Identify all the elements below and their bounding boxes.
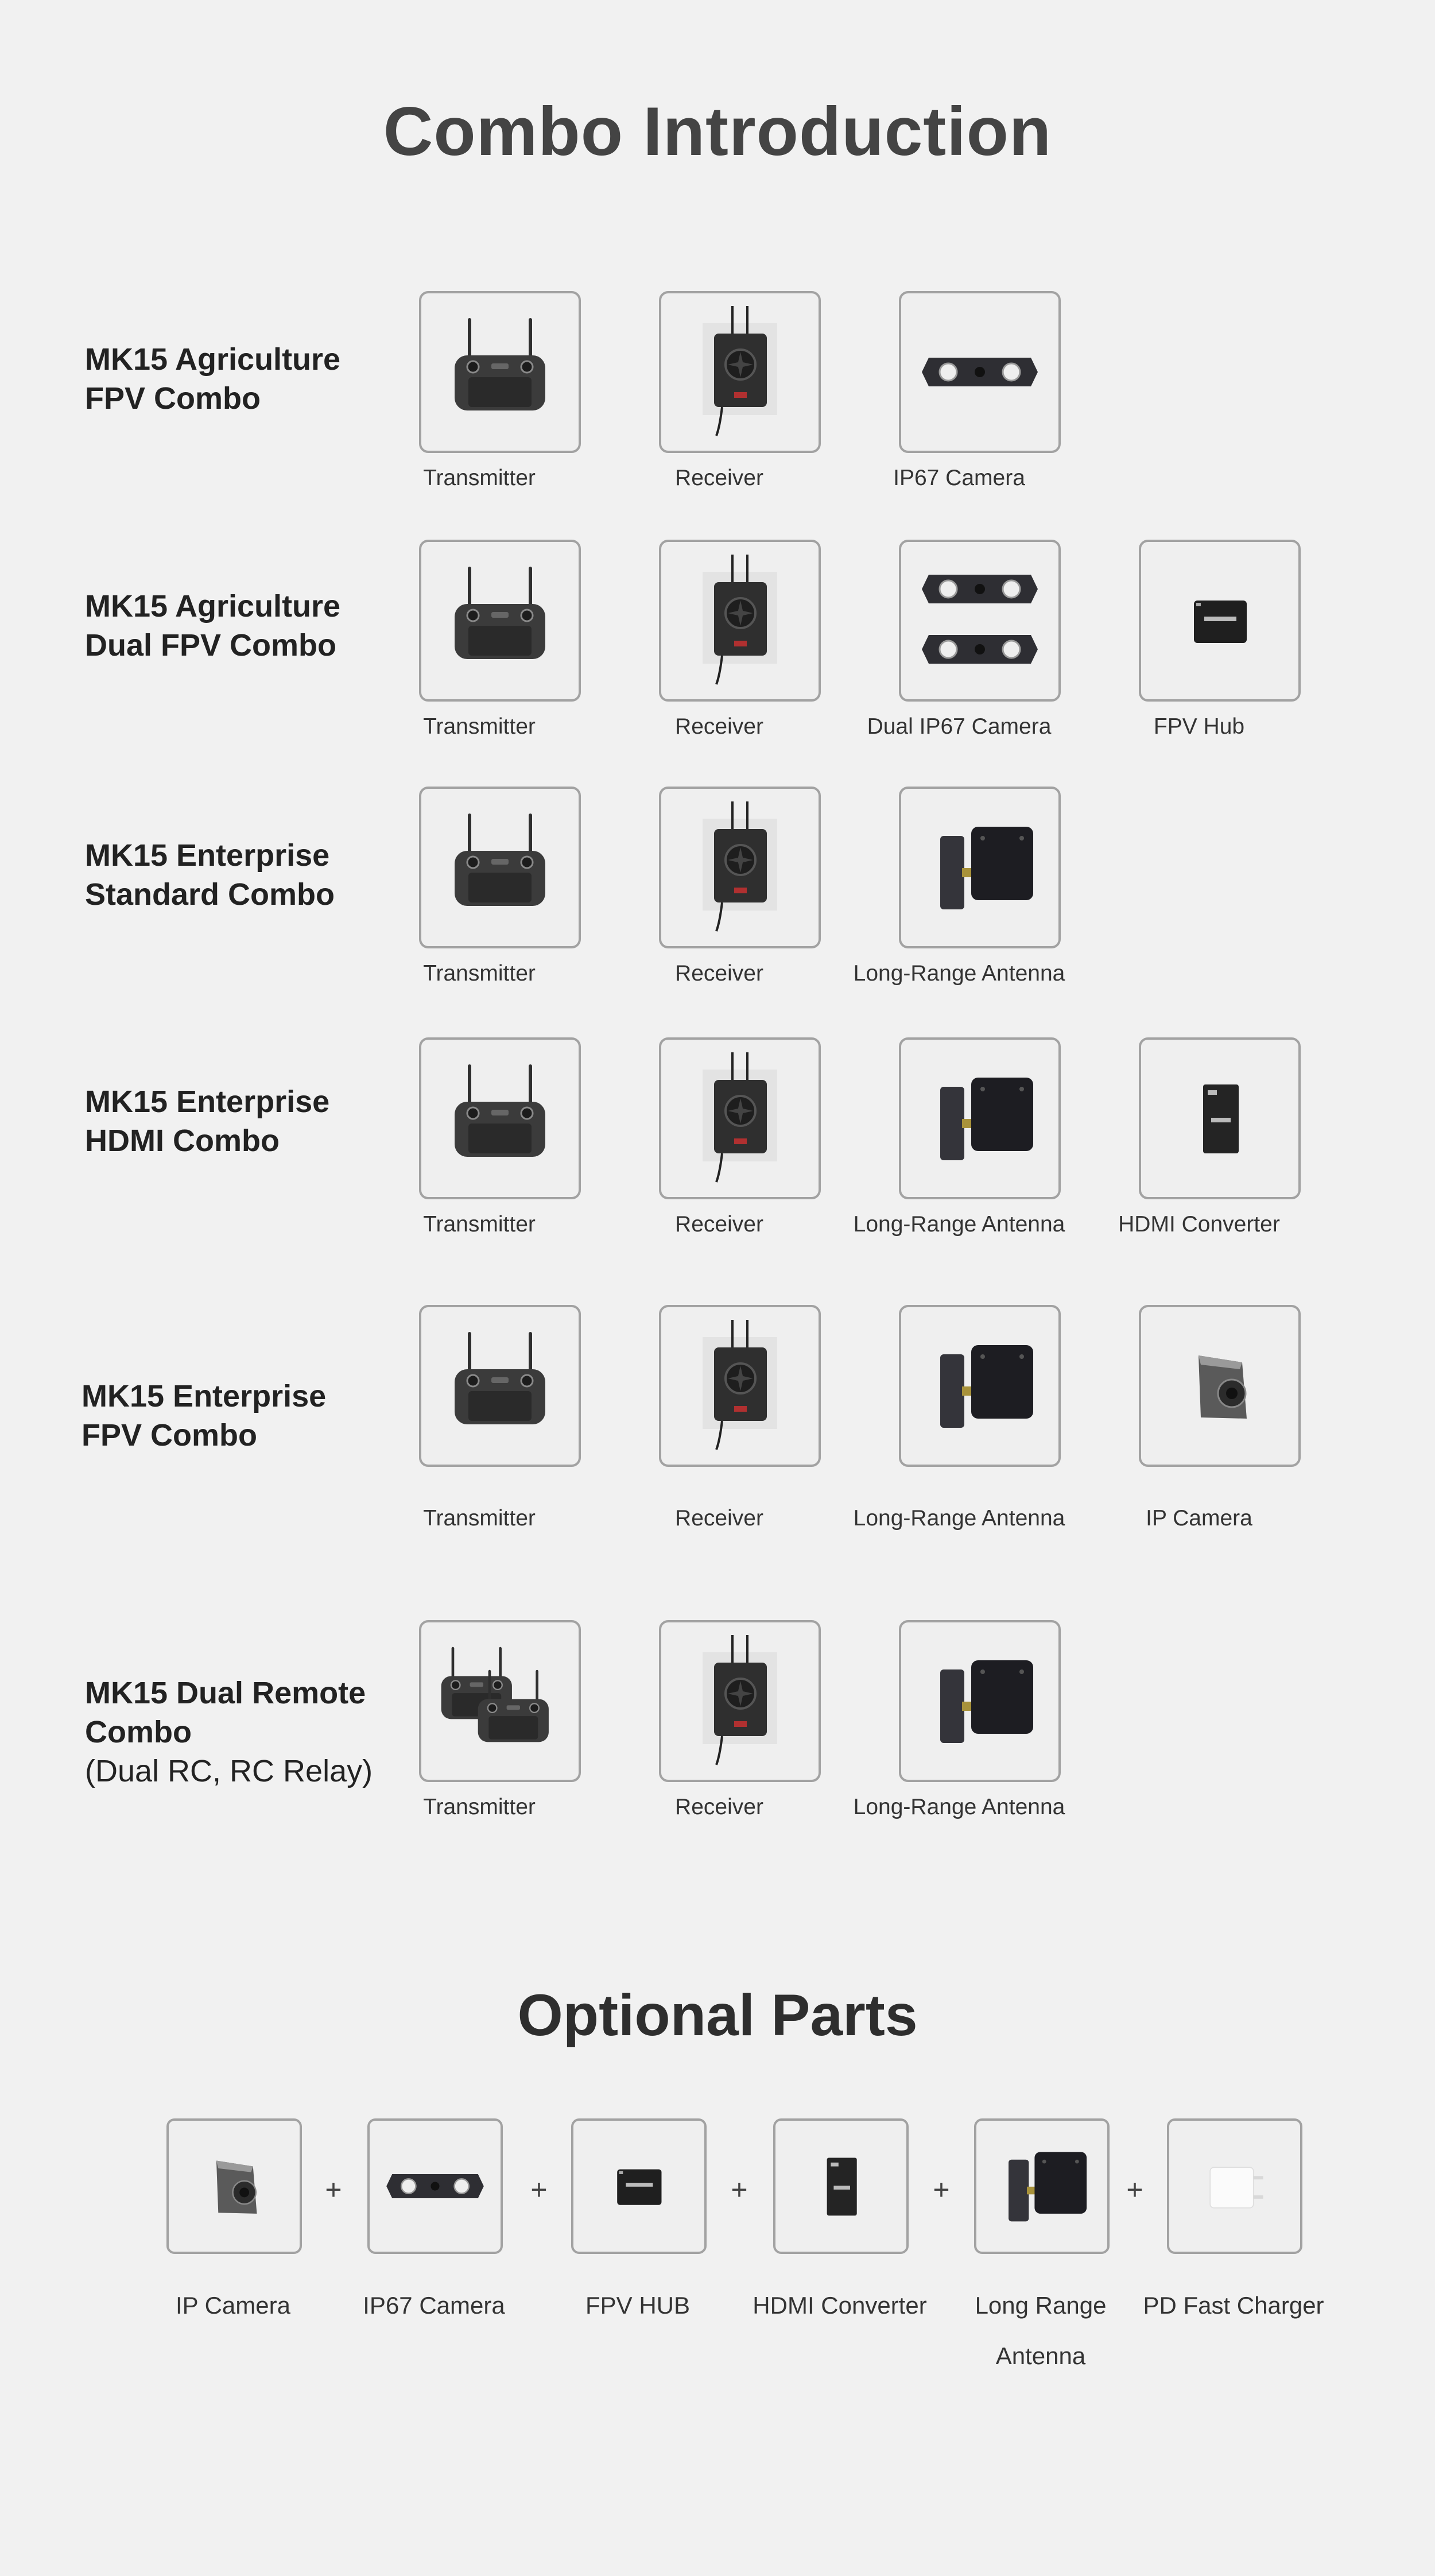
combo-item-label: HDMI Converter xyxy=(1118,1212,1280,1237)
combo-item-label: Long-Range Antenna xyxy=(853,1795,1065,1819)
combo-subtitle: (Dual RC, RC Relay) xyxy=(85,1754,373,1788)
long-range-antenna-icon xyxy=(899,787,1061,948)
combo-name-line: MK15 Agriculture xyxy=(85,589,341,623)
combo-item-label: FPV Hub xyxy=(1153,714,1245,739)
combo-item-label: Long-Range Antenna xyxy=(853,961,1065,986)
combo-item-label: Receiver xyxy=(675,466,763,490)
optional-parts-title: Optional Parts xyxy=(517,1982,918,2048)
optional-part-label: FPV HUB xyxy=(585,2292,691,2319)
combo-name xyxy=(85,587,340,665)
optional-part-label: IP67 Camera xyxy=(363,2292,505,2319)
ip67-camera-icon xyxy=(367,2118,503,2254)
optional-part-label: PD Fast Charger xyxy=(1143,2292,1324,2319)
combo-name-line: Standard Combo xyxy=(85,877,335,912)
combo-item-label: Receiver xyxy=(675,961,763,986)
plus-sign: + xyxy=(731,2174,748,2206)
ip67-camera-icon xyxy=(899,291,1061,453)
combo-name-line: HDMI Combo xyxy=(85,1124,280,1158)
page-title: Combo Introduction xyxy=(383,93,1052,170)
fpv-hub-icon xyxy=(571,2118,707,2254)
combo-name xyxy=(85,836,335,914)
long-range-antenna-icon xyxy=(899,1620,1061,1782)
plus-sign: + xyxy=(933,2174,950,2206)
plus-sign: + xyxy=(325,2174,342,2206)
receiver-icon xyxy=(659,787,821,948)
optional-part-label: HDMI Converter xyxy=(753,2292,927,2319)
optional-part-label: IP Camera xyxy=(176,2292,290,2319)
hdmi-converter-icon xyxy=(1139,1037,1301,1199)
ip-camera-icon xyxy=(1139,1305,1301,1467)
combo-item-label: Receiver xyxy=(675,1506,763,1531)
combo-name-line: MK15 Agriculture xyxy=(85,342,341,377)
combo-name xyxy=(85,340,340,418)
long-range-antenna-icon xyxy=(899,1037,1061,1199)
receiver-icon xyxy=(659,540,821,702)
ip-camera-icon xyxy=(166,2118,302,2254)
plus-sign: + xyxy=(1126,2174,1143,2206)
transmitter-icon xyxy=(419,291,581,453)
combo-item-label: Dual IP67 Camera xyxy=(867,714,1052,739)
combo-name-line: Dual FPV Combo xyxy=(85,628,337,663)
long-range-antenna-icon xyxy=(974,2118,1110,2254)
combo-item-label: Transmitter xyxy=(423,1795,536,1819)
dual-transmitter-icon xyxy=(419,1620,581,1782)
combo-name-line: MK15 Enterprise xyxy=(85,1084,330,1119)
hdmi-converter-icon xyxy=(773,2118,909,2254)
combo-name-line: MK15 Enterprise xyxy=(85,838,330,873)
combo-item-label: Receiver xyxy=(675,1795,763,1819)
receiver-icon xyxy=(659,1620,821,1782)
combo-item-label: Receiver xyxy=(675,1212,763,1237)
combo-item-label: Transmitter xyxy=(423,466,536,490)
combo-item-label: Transmitter xyxy=(423,961,536,986)
combo-item-label: IP Camera xyxy=(1146,1506,1252,1531)
charger-icon xyxy=(1167,2118,1302,2254)
dual-ip67-camera-icon xyxy=(899,540,1061,702)
long-range-antenna-icon xyxy=(899,1305,1061,1467)
combo-item-label: Transmitter xyxy=(423,1212,536,1237)
plus-sign: + xyxy=(530,2174,548,2206)
receiver-icon xyxy=(659,291,821,453)
fpv-hub-icon xyxy=(1139,540,1301,702)
combo-name-line: MK15 Dual Remote xyxy=(85,1676,366,1710)
transmitter-icon xyxy=(419,540,581,702)
combo-item-label: IP67 Camera xyxy=(893,466,1025,490)
combo-name xyxy=(85,1674,373,1791)
combo-name-line: FPV Combo xyxy=(82,1418,257,1452)
receiver-icon xyxy=(659,1037,821,1199)
combo-item-label: Transmitter xyxy=(423,1506,536,1531)
combo-name xyxy=(82,1377,326,1455)
combo-item-label: Long-Range Antenna xyxy=(853,1506,1065,1531)
combo-item-label: Long-Range Antenna xyxy=(853,1212,1065,1237)
transmitter-icon xyxy=(419,1037,581,1199)
combo-item-label: Transmitter xyxy=(423,714,536,739)
combo-item-label: Receiver xyxy=(675,714,763,739)
optional-part-label: Long Range Antenna xyxy=(975,2292,1107,2369)
combo-name-line: Combo xyxy=(85,1715,192,1749)
combo-name-line: MK15 Enterprise xyxy=(82,1379,327,1413)
transmitter-icon xyxy=(419,1305,581,1467)
combo-name-line: FPV Combo xyxy=(85,381,261,416)
transmitter-icon xyxy=(419,787,581,948)
receiver-icon xyxy=(659,1305,821,1467)
combo-name xyxy=(85,1082,329,1160)
